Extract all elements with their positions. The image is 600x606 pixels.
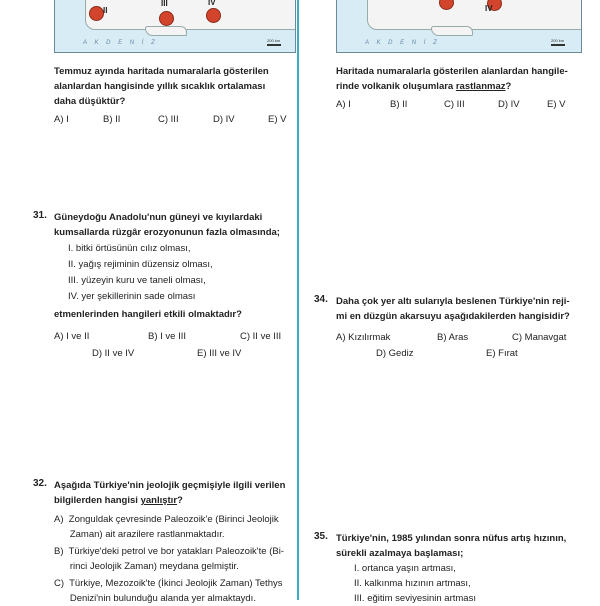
map-label-iv: IV bbox=[485, 4, 493, 13]
answer-option-continued: rinci Jeolojik Zaman) meydana gelmiştir. bbox=[54, 561, 239, 572]
answer-option[interactable]: B) II bbox=[390, 99, 408, 110]
question-line: Aşağıda Türkiye'nin jeolojik geçmişiyle ilgili verilen bbox=[54, 480, 286, 491]
sea-label: A K D E N İ Z bbox=[83, 40, 158, 46]
question-number: 35. bbox=[314, 531, 328, 542]
answer-option[interactable]: A) Zonguldak çevresinde Paleozoik'e (Birinci Jeolojik bbox=[54, 514, 279, 525]
answer-option[interactable]: B) II bbox=[103, 114, 121, 125]
map-land bbox=[85, 0, 296, 30]
map-label-iv: IV bbox=[208, 0, 216, 7]
answer-option[interactable]: C) III bbox=[158, 114, 179, 125]
answer-option[interactable]: C) Manavgat bbox=[512, 332, 567, 343]
answer-option[interactable]: B) Aras bbox=[437, 332, 469, 343]
list-item: II. kalkınma hızının artması, bbox=[354, 578, 471, 589]
scale-bar bbox=[551, 44, 565, 46]
map-island bbox=[431, 26, 473, 36]
question-text: rinde volkanik oluşumlara bbox=[336, 81, 456, 92]
question-text: bilgilerden hangisi bbox=[54, 495, 141, 506]
question-number: 32. bbox=[33, 478, 47, 489]
answer-option[interactable]: D) IV bbox=[213, 114, 235, 125]
answer-option[interactable]: D) II ve IV bbox=[92, 348, 135, 359]
right-map bbox=[336, 0, 582, 53]
map-label-iii: III bbox=[161, 0, 168, 8]
answer-option[interactable]: C) Türkiye, Mezozoik'te (İkinci Jeolojik Zaman) Tethys bbox=[54, 578, 283, 589]
list-item: I. bitki örtüsünün cılız olması, bbox=[68, 243, 191, 254]
question-line: Güneydoğu Anadolu'nun güneyi ve kıyılardaki bbox=[54, 212, 263, 223]
question-line: Daha çok yer altı sularıyla beslenen Türkiye'nin reji- bbox=[336, 296, 570, 307]
question-line: Türkiye'nin, 1985 yılından sonra nüfus artış hızının, bbox=[336, 533, 567, 544]
question-line bbox=[54, 493, 183, 508]
map-label-ii: II bbox=[103, 6, 108, 15]
question-line: daha düşüktür? bbox=[54, 96, 126, 107]
column-divider bbox=[297, 0, 299, 600]
question-mark: ? bbox=[177, 495, 183, 506]
map-marker-ii bbox=[89, 6, 104, 21]
underlined-keyword: rastlanmaz bbox=[455, 81, 506, 92]
map-island bbox=[145, 26, 187, 36]
question-line: mi en düzgün akarsuyu aşağıdakilerden hangisidir? bbox=[336, 311, 570, 322]
answer-option[interactable]: E) V bbox=[268, 114, 287, 125]
list-item: II. yağış rejiminin düzensiz olması, bbox=[68, 259, 213, 270]
answer-option[interactable]: C) II ve III bbox=[240, 331, 282, 342]
scale-text: 200 km bbox=[551, 38, 565, 43]
question-line: Haritada numaralarla gösterilen alanlardan hangile- bbox=[336, 66, 568, 77]
answer-option[interactable]: A) I ve II bbox=[54, 331, 90, 342]
answer-option[interactable]: D) IV bbox=[498, 99, 520, 110]
answer-option-continued: Denizi'nin bulunduğu alanda yer almaktaydı. bbox=[54, 593, 256, 604]
list-item: III. eğitim seviyesinin artması bbox=[354, 593, 476, 604]
answer-option[interactable]: A) I bbox=[336, 99, 351, 110]
list-item: III. yüzeyin kuru ve taneli olması, bbox=[68, 275, 206, 286]
answer-option[interactable]: B) Türkiye'deki petrol ve bor yatakları Paleozoik'te (Bi- bbox=[54, 546, 284, 557]
question-line: sürekli azalmaya başlaması; bbox=[336, 548, 464, 559]
answer-option[interactable]: D) Gediz bbox=[376, 348, 414, 359]
left-map bbox=[54, 0, 296, 53]
scale-bar bbox=[267, 44, 281, 46]
scale-text: 200 km bbox=[267, 38, 281, 43]
question-number: 31. bbox=[33, 210, 47, 221]
question-line: Temmuz ayında haritada numaralarla gösterilen bbox=[54, 66, 269, 77]
underlined-keyword: yanlıştır bbox=[140, 495, 178, 506]
question-line: alanlardan hangisinde yıllık sıcaklık ortalaması bbox=[54, 81, 266, 92]
list-item: I. ortanca yaşın artması, bbox=[354, 563, 456, 574]
question-mark: ? bbox=[505, 81, 512, 92]
answer-option[interactable]: A) Kızılırmak bbox=[336, 332, 391, 343]
question-line: kumsallarda rüzgâr erozyonunun fazla olmasında; bbox=[54, 227, 280, 238]
list-item: IV. yer şekillerinin sade olması bbox=[68, 291, 196, 302]
answer-option[interactable]: A) I bbox=[54, 114, 69, 125]
answer-option[interactable]: C) III bbox=[444, 99, 465, 110]
answer-option[interactable]: E) Fırat bbox=[486, 348, 518, 359]
sea-label: A K D E N İ Z bbox=[365, 40, 440, 46]
question-number: 34. bbox=[314, 294, 328, 305]
question-line bbox=[336, 79, 511, 94]
answer-option[interactable]: B) I ve III bbox=[148, 331, 187, 342]
answer-option-continued: Zaman) ait arazilere rastlanmaktadır. bbox=[54, 529, 225, 540]
map-marker-iii bbox=[159, 11, 174, 26]
question-line: etmenlerinden hangileri etkili olmaktadır? bbox=[54, 309, 242, 320]
map-land bbox=[367, 0, 582, 30]
answer-option[interactable]: E) V bbox=[547, 99, 566, 110]
map-marker-iv bbox=[206, 8, 221, 23]
answer-option[interactable]: E) III ve IV bbox=[197, 348, 242, 359]
